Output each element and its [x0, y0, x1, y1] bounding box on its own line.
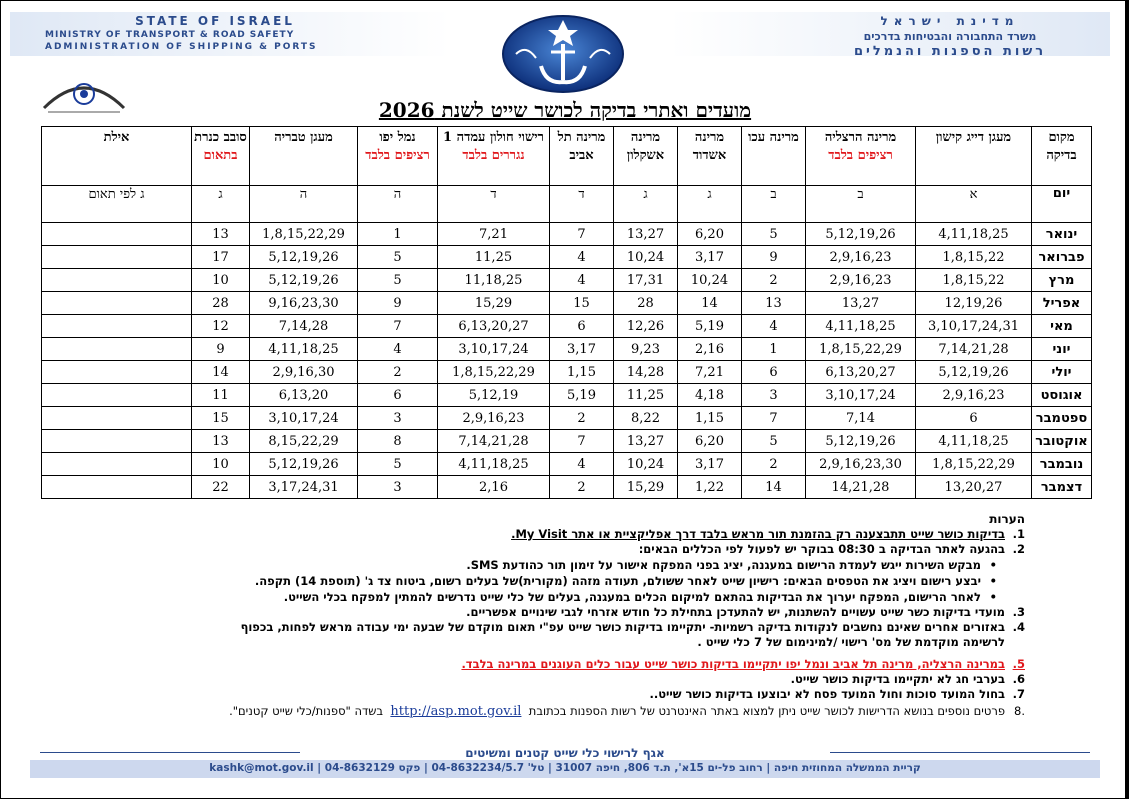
col-header: רישוי חולון עמדה 1 נגררים בלבד	[438, 127, 550, 186]
date-cell: 13	[192, 223, 250, 246]
date-cell: 2	[550, 476, 614, 499]
date-cell: 14,21,28	[806, 476, 916, 499]
footer-contact: קריית הממשלה המחוזית חיפה | רחוב פל-ים 15א', ת.ד 806, חיפה 31007 | טל' 04-8632234/5.7 | פקס 04-8632129 | kashk@mot.gov.il	[209, 762, 921, 774]
table-row	[42, 269, 1092, 292]
date-cell: 4,11,18,25	[916, 430, 1032, 453]
header-en-line1: STATE OF ISRAEL	[135, 14, 295, 28]
date-cell: 2,16	[678, 338, 742, 361]
date-cell: 10,24	[614, 453, 678, 476]
date-cell: 2,9,16,23	[806, 269, 916, 292]
date-cell: 14	[678, 292, 742, 315]
schedule-table	[41, 126, 1092, 499]
month-cell: פברואר	[1032, 246, 1092, 269]
note-6: 6. בערבי חג לא יתקיימו בדיקות כושר שייט.	[790, 672, 1025, 686]
notes-heading: הערות	[989, 512, 1025, 526]
notes-section	[120, 512, 1025, 719]
date-cell	[42, 315, 192, 338]
date-cell: 5,12,19,26	[806, 223, 916, 246]
date-cell: 13,27	[614, 223, 678, 246]
date-cell	[42, 292, 192, 315]
table-header-row	[42, 127, 1092, 186]
date-cell: 2,9,16,30	[250, 361, 358, 384]
date-cell: 3,17,24,31	[250, 476, 358, 499]
date-cell: 4	[550, 269, 614, 292]
table-row	[42, 476, 1092, 499]
table-row	[42, 315, 1092, 338]
month-cell: יולי	[1032, 361, 1092, 384]
date-cell	[42, 361, 192, 384]
date-cell: 13,27	[614, 430, 678, 453]
date-cell: 10,24	[678, 269, 742, 292]
col-header: מרינה הרצליה רציפים בלבד	[806, 127, 916, 186]
date-cell: 5,12,19,26	[806, 430, 916, 453]
date-cell: 1,15	[678, 407, 742, 430]
date-cell	[42, 476, 192, 499]
date-cell: 5,19	[678, 315, 742, 338]
header-he-line1: מדינת ישראל	[880, 14, 1020, 28]
date-cell: 4,11,18,25	[806, 315, 916, 338]
table-row	[42, 246, 1092, 269]
date-cell: 10,24	[614, 246, 678, 269]
note-3: 3. מועדי בדיקות כשר שייט עשויים להשתנות, יש להתעדכן בתחילת כל חודש אזרחי לגבי שינויים אפשריים.	[466, 605, 1025, 619]
day-cell: ד	[550, 186, 614, 223]
date-cell: 4	[358, 338, 438, 361]
date-cell	[42, 453, 192, 476]
date-cell: 7	[742, 407, 806, 430]
day-cell: ג	[614, 186, 678, 223]
month-cell: מאי	[1032, 315, 1092, 338]
date-cell: 5,12,19,26	[250, 246, 358, 269]
date-cell: 15,29	[614, 476, 678, 499]
date-cell: 1,8,15,22,29	[916, 453, 1032, 476]
header-en-line3: ADMINISTRATION OF SHIPPING & PORTS	[45, 42, 318, 52]
col-header: מרינה תל אביב	[550, 127, 614, 186]
date-cell: 4	[550, 453, 614, 476]
date-cell: 2,9,16,23	[438, 407, 550, 430]
day-cell: ד	[438, 186, 550, 223]
date-cell: 1,8,15,22,29	[438, 361, 550, 384]
date-cell: 15	[192, 407, 250, 430]
date-cell: 8,22	[614, 407, 678, 430]
date-cell: 11,25	[614, 384, 678, 407]
date-cell: 9	[192, 338, 250, 361]
date-cell: 4,11,18,25	[438, 453, 550, 476]
footer-department: אגף לרישוי כלי שייט קטנים ומשיטים	[300, 746, 830, 760]
month-cell: אוגוסט	[1032, 384, 1092, 407]
col-header: סובב כנרת בתאום	[192, 127, 250, 186]
day-cell: ה	[250, 186, 358, 223]
date-cell: 6	[742, 361, 806, 384]
header-hebrew	[800, 14, 1100, 59]
anchor-emblem-icon	[496, 14, 631, 94]
date-cell: 3,10,17,24,31	[916, 315, 1032, 338]
date-cell: 5	[358, 269, 438, 292]
date-cell: 17	[192, 246, 250, 269]
date-cell: 2	[742, 453, 806, 476]
date-cell	[42, 338, 192, 361]
header-he-line3: רשות הספנות והנמלים	[853, 44, 1047, 59]
date-cell: 9,16,23,30	[250, 292, 358, 315]
date-cell: 8	[358, 430, 438, 453]
date-cell: 9,23	[614, 338, 678, 361]
table-row	[42, 453, 1092, 476]
date-cell: 2	[550, 407, 614, 430]
col-header: מרינה אשדוד	[678, 127, 742, 186]
date-cell	[42, 430, 192, 453]
day-cell: ג	[192, 186, 250, 223]
col-header: מרינה עכו	[742, 127, 806, 186]
header-en-line2: MINISTRY OF TRANSPORT & ROAD SAFETY	[45, 30, 295, 40]
date-cell: 4	[550, 246, 614, 269]
date-cell: 12,26	[614, 315, 678, 338]
date-cell: 15,29	[438, 292, 550, 315]
month-cell: ספטמבר	[1032, 407, 1092, 430]
date-cell: 3,10,17,24	[250, 407, 358, 430]
table-row	[42, 430, 1092, 453]
date-cell: 3,17	[550, 338, 614, 361]
date-cell	[42, 407, 192, 430]
date-cell: 14	[192, 361, 250, 384]
date-cell: 7,14	[806, 407, 916, 430]
date-cell: 10	[192, 453, 250, 476]
date-cell: 3,10,17,24	[438, 338, 550, 361]
date-cell	[42, 223, 192, 246]
date-cell: 11,25	[438, 246, 550, 269]
date-cell: 7	[550, 223, 614, 246]
note-2-bullet: • לאחר הרישום, המפקח יערוך את הבדיקות בהתאם למיקום הכלים במעגנה, בעלים של כלי שייט נדרשים להמתין למפקח בכלי השייט.	[283, 590, 997, 604]
date-cell: 1,8,15,22	[916, 269, 1032, 292]
note-7: 7. בחול המועד סוכות וחול המועד פסח לא יבוצעו בדיקות כושר שייט..	[649, 687, 1025, 701]
date-cell: 5	[742, 223, 806, 246]
col-header: מעגן טבריה	[250, 127, 358, 186]
date-cell	[42, 269, 192, 292]
date-cell: 4,18	[678, 384, 742, 407]
date-cell: 6,20	[678, 430, 742, 453]
date-cell: 3,10,17,24	[806, 384, 916, 407]
date-cell: 12,19,26	[916, 292, 1032, 315]
note-4: 4. באזורים אחרים שאינם נחשבים לנקודות בדיקה רשמיות- יתקיימו בדיקות כושר שייט עפ"י תאום מוקדם של שבעה ימי עבודה מראש לפחות, בכפוף לרשימה מוקדמת של מס' רישוי /למינימום של 7 כלי שייט .	[240, 620, 1025, 649]
month-cell: מרץ	[1032, 269, 1092, 292]
date-cell: 7	[550, 430, 614, 453]
date-cell: 1,15	[550, 361, 614, 384]
table-row	[42, 384, 1092, 407]
date-cell: 5,12,19,26	[250, 269, 358, 292]
date-cell: 13	[192, 430, 250, 453]
day-cell: ב	[742, 186, 806, 223]
table-row	[42, 361, 1092, 384]
date-cell: 28	[614, 292, 678, 315]
date-cell: 2	[358, 361, 438, 384]
date-cell: 10	[192, 269, 250, 292]
date-cell: 14	[742, 476, 806, 499]
page-edge	[1125, 0, 1129, 799]
header-he-line2: משרד התחבורה והבטיחות בדרכים	[863, 30, 1037, 43]
day-cell: א	[916, 186, 1032, 223]
date-cell: 6	[550, 315, 614, 338]
date-cell: 4,11,18,25	[916, 223, 1032, 246]
date-cell: 11	[192, 384, 250, 407]
date-cell: 28	[192, 292, 250, 315]
date-cell: 13,20,27	[916, 476, 1032, 499]
date-cell: 7,14,28	[250, 315, 358, 338]
date-cell: 5	[742, 430, 806, 453]
month-cell: יוני	[1032, 338, 1092, 361]
date-cell: 1,8,15,22	[916, 246, 1032, 269]
date-cell: 1	[742, 338, 806, 361]
header-english	[45, 14, 385, 52]
page-title: מועדים ואתרי בדיקה לכושר שייט לשנת 2026	[378, 98, 752, 122]
date-cell: 6,13,20,27	[806, 361, 916, 384]
month-cell: אפריל	[1032, 292, 1092, 315]
day-cell: ג לפי תאום	[42, 186, 192, 223]
date-cell: 6,20	[678, 223, 742, 246]
table-row	[42, 338, 1092, 361]
date-cell: 3,17	[678, 246, 742, 269]
month-cell: ינואר	[1032, 223, 1092, 246]
note-5: 5. במרינה הרצליה, מרינה תל אביב ונמל יפו יתקיימו בדיקות כושר שייט עבור כלים העוגנים במרינה בלבד.	[461, 657, 1025, 671]
date-cell: 7,21	[678, 361, 742, 384]
day-cell: ה	[358, 186, 438, 223]
date-cell: 5,19	[550, 384, 614, 407]
date-cell: 9	[742, 246, 806, 269]
table-row	[42, 223, 1092, 246]
date-cell: 4,11,18,25	[250, 338, 358, 361]
date-cell: 5	[358, 453, 438, 476]
date-cell: 3	[358, 476, 438, 499]
col-header: אילת	[42, 127, 192, 186]
date-cell: 9	[358, 292, 438, 315]
date-cell: 3	[742, 384, 806, 407]
date-cell: 5,12,19,26	[250, 453, 358, 476]
date-cell: 7,14,21,28	[916, 338, 1032, 361]
date-cell: 12	[192, 315, 250, 338]
col-header: מעגן דייג קישון	[916, 127, 1032, 186]
date-cell: 13,27	[806, 292, 916, 315]
date-cell: 3	[358, 407, 438, 430]
note-2-bullet: • יבצע רישום ויציג את הטפסים הבאים: רישיון שייט לאחר ששולם, תעודה מזהה (מקורית)של בעלים רשום, ביטוח צד ג' (תוספת 14) תקפה.	[254, 574, 997, 588]
date-cell: 4	[742, 315, 806, 338]
col-header: נמל יפו רציפים בלבד	[358, 127, 438, 186]
date-cell: 3,17	[678, 453, 742, 476]
date-cell: 6,13,20,27	[438, 315, 550, 338]
day-cell: ג	[678, 186, 742, 223]
table-row	[42, 407, 1092, 430]
date-cell: 15	[550, 292, 614, 315]
date-cell	[42, 246, 192, 269]
day-cell: ב	[806, 186, 916, 223]
date-cell: 1,8,15,22,29	[250, 223, 358, 246]
date-cell: 6	[916, 407, 1032, 430]
date-cell: 2,9,16,23	[806, 246, 916, 269]
col-header: מרינה אשקלון	[614, 127, 678, 186]
asp-website-link[interactable]: http://asp.mot.gov.il	[390, 704, 522, 719]
date-cell: 17,31	[614, 269, 678, 292]
month-cell: אוקטובר	[1032, 430, 1092, 453]
month-cell: נובמבר	[1032, 453, 1092, 476]
note-2: 2. בהגעה לאתר הבדיקה ב 08:30 בבוקר יש לפעול לפי הכללים הבאים:	[638, 542, 1025, 556]
date-cell: 14,28	[614, 361, 678, 384]
date-cell: 2	[742, 269, 806, 292]
date-cell: 13	[742, 292, 806, 315]
date-cell: 6	[358, 384, 438, 407]
date-cell: 2,9,16,23	[916, 384, 1032, 407]
note-1: 1. בדיקות כושר שייט תתבצענה רק בהזמנת תור מראש בלבד דרך אפליקציית או אתר My Visit.	[511, 527, 1025, 541]
date-cell: 5,12,19,26	[916, 361, 1032, 384]
date-cell: 5	[358, 246, 438, 269]
date-cell: 1,22	[678, 476, 742, 499]
col-header: מקום בדיקה	[1032, 127, 1092, 186]
date-cell: 22	[192, 476, 250, 499]
date-cell: 5,12,19	[438, 384, 550, 407]
note-2-bullet: • מבקש השירות ייגש לעמדת הרישום במעגנה, יציג בפני המפקח אישור על זימון תור כהודעת SMS.	[466, 558, 997, 572]
date-cell: 6,13,20	[250, 384, 358, 407]
date-cell: 2,9,16,23,30	[806, 453, 916, 476]
date-cell: 8,15,22,29	[250, 430, 358, 453]
date-cell: 11,18,25	[438, 269, 550, 292]
road-safety-logo-icon	[40, 74, 128, 114]
day-cell: יום	[1032, 186, 1092, 223]
date-cell: 2,16	[438, 476, 550, 499]
table-row	[42, 292, 1092, 315]
day-row	[42, 186, 1092, 223]
date-cell: 1	[358, 223, 438, 246]
date-cell	[42, 384, 192, 407]
note-8: .8 פרטים נוספים בנושא הדרישות לכושר שייט ניתן למצוא באתר האינטרנט של רשות הספנות בכתובת http://asp.mot.gov.il בשדה "ספנות/כלי שייט קטנים".	[229, 704, 1025, 719]
date-cell: 7	[358, 315, 438, 338]
date-cell: 1,8,15,22,29	[806, 338, 916, 361]
date-cell: 7,14,21,28	[438, 430, 550, 453]
date-cell: 7,21	[438, 223, 550, 246]
month-cell: דצמבר	[1032, 476, 1092, 499]
